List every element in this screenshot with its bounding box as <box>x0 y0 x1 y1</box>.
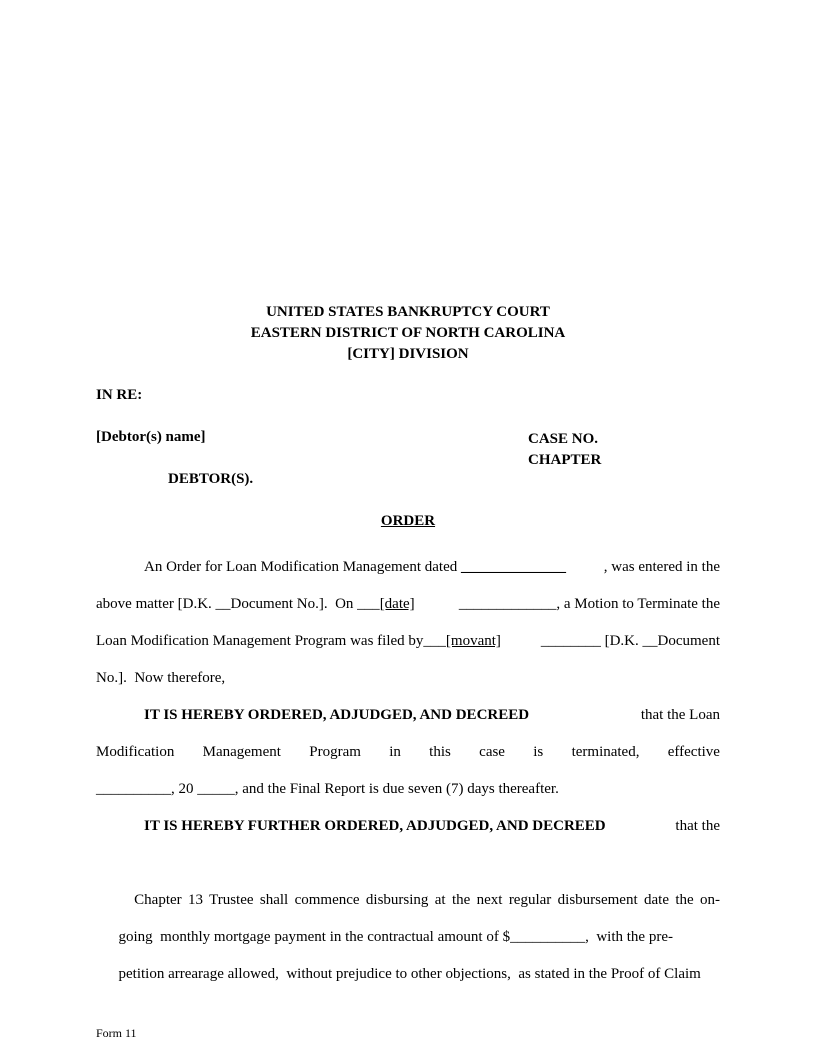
para3-text: that the <box>675 818 720 834</box>
case-no-label: CASE NO. <box>528 431 599 447</box>
para1-line4 <box>96 660 720 697</box>
para1-line1 <box>96 549 720 586</box>
para2-word: in <box>389 744 401 760</box>
decree-heading: IT IS HEREBY ORDERED, ADJUDGED, AND DECREED <box>144 707 530 723</box>
order-body <box>96 549 721 982</box>
form-number: Form 11 <box>96 1026 137 1040</box>
para1-text: ________ [D.K. __Document <box>540 633 720 649</box>
date-placeholder: [date] <box>379 596 415 612</box>
case-info <box>528 429 601 471</box>
debtor-name: [Debtor(s) name] <box>96 429 206 445</box>
further-decree-heading: IT IS HEREBY FURTHER ORDERED, ADJUDGED, AND DECREED <box>144 818 606 834</box>
para1-text: _____________, a Motion to Terminate the <box>458 596 720 612</box>
para2-word: Management <box>202 744 281 760</box>
para1-text: , was entered in the <box>603 559 720 575</box>
para1-line3 <box>96 623 720 660</box>
movant-placeholder: [movant] <box>445 633 501 649</box>
para2-word: case <box>479 744 505 760</box>
para2-line1 <box>96 697 720 734</box>
order-title: ORDER <box>380 513 436 529</box>
para3-text: petition arrearage allowed, without prejudice to other objections, as stated in the Proof of Claim <box>118 966 701 982</box>
para2-word: effective <box>667 744 720 760</box>
district-name: EASTERN DISTRICT OF NORTH CAROLINA <box>250 325 566 341</box>
para1-line2 <box>96 586 720 623</box>
para1-text: above matter [D.K. __Document No.]. On ___ <box>96 596 380 612</box>
para2-text: __________, 20 _____, and the Final Report is due seven (7) days thereafter. <box>96 781 559 797</box>
division-name: [CITY] DIVISION <box>347 346 469 362</box>
chapter-label: CHAPTER <box>528 452 602 468</box>
para2-word: this <box>429 744 451 760</box>
para2-word: Program <box>309 744 361 760</box>
para2-word: Modification <box>96 744 175 760</box>
court-header <box>0 302 816 365</box>
court-name: UNITED STATES BANKRUPTCY COURT <box>266 304 550 320</box>
para3-line1 <box>96 808 720 845</box>
para2-text: that the Loan <box>640 707 720 723</box>
para2-line2 <box>96 734 720 771</box>
para3-text: Chapter 13 Trustee shall commence disbursing at the next regular disbursement date the on- <box>134 892 721 908</box>
debtors-label: DEBTOR(S). <box>168 471 254 487</box>
para1-text: Loan Modification Management Program was filed by___ <box>96 633 446 649</box>
date-blank: ______________ <box>460 559 566 575</box>
para3-line2 <box>96 845 721 908</box>
para2-word: terminated, <box>571 744 640 760</box>
para1-text: An Order for Loan Modification Management dated <box>144 559 461 575</box>
para1-text: No.]. Now therefore, <box>96 670 226 686</box>
para3-text: going monthly mortgage payment in the contractual amount of $__________, with the pre- <box>118 929 673 945</box>
para2-line3 <box>96 771 720 808</box>
para2-word: is <box>533 744 544 760</box>
in-re-label: IN RE: <box>96 387 143 403</box>
